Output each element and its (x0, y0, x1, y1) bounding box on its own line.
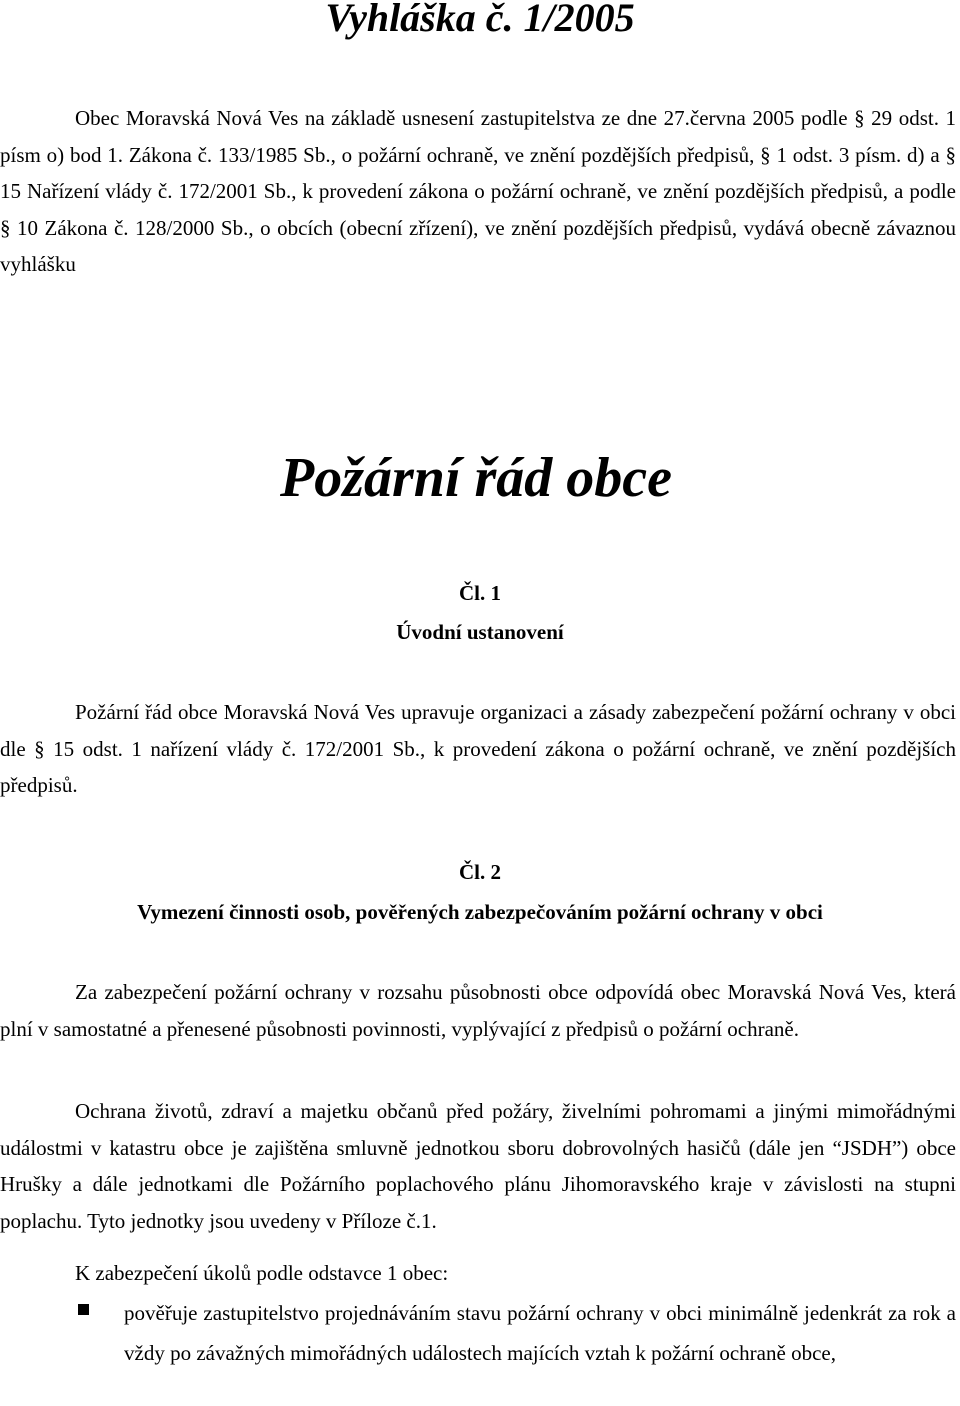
main-title: Požární řád obce (280, 447, 672, 509)
document-header-title: Vyhláška č. 1/2005 (325, 0, 635, 40)
article-number: Čl. 1 (459, 581, 501, 605)
article-paragraph: K zabezpečení úkolů podle odstavce 1 obec: (75, 1261, 449, 1285)
article-paragraph: Za zabezpečení požární ochrany v rozsahu působnosti obce odpovídá obec Moravská Nová Ves, která plní v samostatné a přenesené působnosti povinnosti, vyplývající z předpisů o požární ochraně. (0, 980, 956, 1041)
article-number: Čl. 2 (459, 860, 501, 884)
article-paragraph: Ochrana životů, zdraví a majetku občanů před požáry, živelními pohromami a jinými mimořádnými událostmi v katastru obce je zajištěna smluvně jednotkou sboru dobrovolných hasičů (dále jen “JSDH”) obce Hrušky a dále jednotkami dle Požárního poplachového plánu Jihomoravského kraje v závislosti na stupni poplachu. Tyto jednotky jsou uvedeny v Příloze č.1. (0, 1099, 956, 1233)
square-bullet-icon (78, 1304, 89, 1315)
article-heading: Úvodní ustanovení (396, 620, 564, 644)
article-paragraph: Požární řád obce Moravská Nová Ves upravuje organizaci a zásady zabezpečení požární ochrany v obci dle § 15 odst. 1 nařízení vlády č. 172/2001 Sb., k provedení zákona o požární ochraně, ve znění pozdějších předpisů. (0, 700, 956, 797)
article-heading: Vymezení činnosti osob, pověřených zabezpečováním požární ochrany v obci (137, 900, 823, 924)
preamble-paragraph: Obec Moravská Nová Ves na základě usnesení zastupitelstva ze dne 27.června 2005 podle § 29 odst. 1 písm o) bod 1. Zákona č. 133/1985 Sb., o požární ochraně, ve znění pozdějších předpisů, § 1 odst. 3 písm. d) a § 15 Nařízení vlády č. 172/2001 Sb., k provedení zákona o požární ochraně, ve znění pozdějších předpisů, a podle § 10 Zákona č. 128/2000 Sb., o obcích (obecní zřízení), ve znění pozdějších předpisů, vydává obecně závaznou vyhlášku (0, 106, 956, 276)
list-item-text: pověřuje zastupitelstvo projednáváním stavu požární ochrany v obci minimálně jedenkrát za rok a vždy po závažných mimořádných událostech majících vztah k požární ochraně obce, (124, 1301, 956, 1365)
